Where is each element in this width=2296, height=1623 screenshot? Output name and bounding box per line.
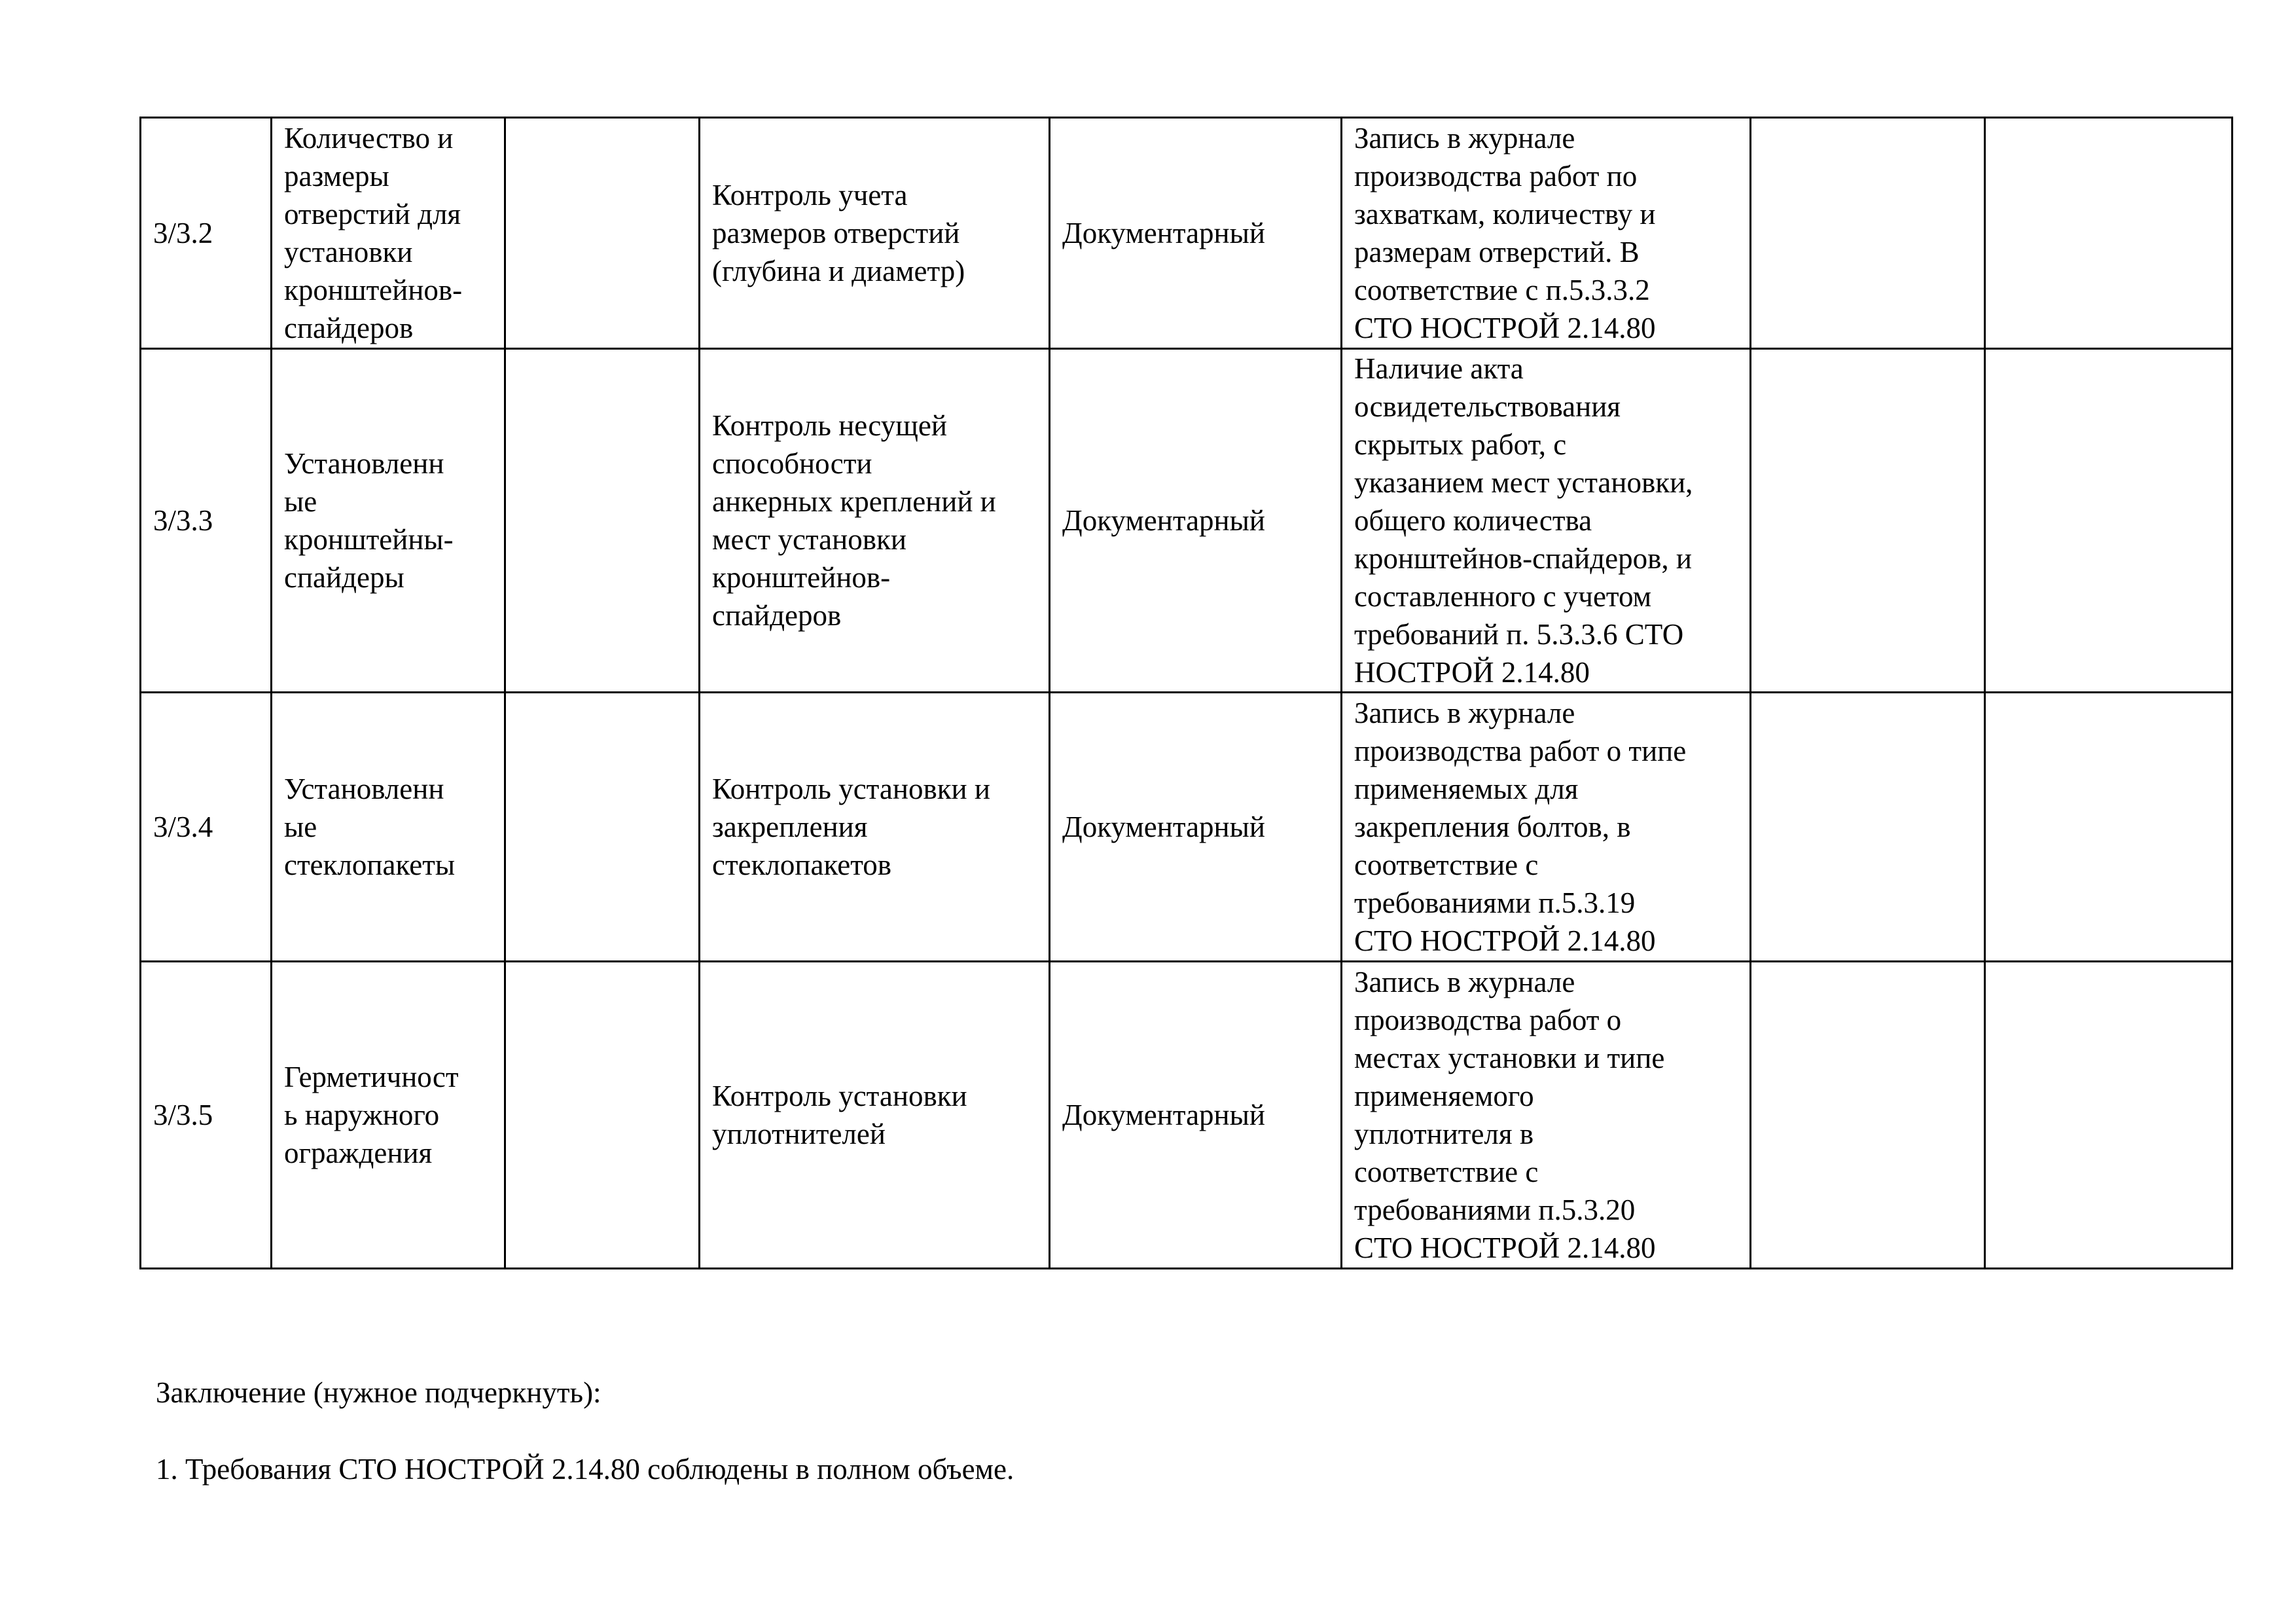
control-object: Установленн ые кронштейны- спайдеры <box>272 349 505 693</box>
documentation: Запись в журнале производства работ по захваткам, количеству и размерам отверстий. В соответствие с п.5.3.3.2 СТО НОСТРОЙ 2.14.80 <box>1342 118 1751 349</box>
empty-cell <box>505 118 700 349</box>
row-number: 3/3.2 <box>141 118 272 349</box>
empty-cell <box>1751 118 1985 349</box>
empty-cell <box>505 349 700 693</box>
table-row <box>141 693 2233 962</box>
empty-cell <box>1985 962 2233 1269</box>
empty-cell <box>1751 349 1985 693</box>
documentation: Запись в журнале производства работ о типе применяемых для закрепления болтов, в соответствие с требованиями п.5.3.19 СТО НОСТРОЙ 2.14.80 <box>1342 693 1751 962</box>
empty-cell <box>1985 118 2233 349</box>
documentation: Наличие акта освидетельствования скрытых работ, с указанием мест установки, общего количества кронштейнов-спайдеров, и составленного с учетом требований п. 5.3.3.6 СТО НОСТРОЙ 2.14.80 <box>1342 349 1751 693</box>
conclusion-heading: Заключение (нужное подчеркнуть): <box>156 1376 601 1409</box>
control-table <box>139 117 2233 1269</box>
empty-cell <box>505 962 700 1269</box>
empty-cell <box>1751 693 1985 962</box>
conclusion-item-1: 1. Требования СТО НОСТРОЙ 2.14.80 соблюдены в полном объеме. <box>156 1453 1014 1486</box>
empty-cell <box>1985 349 2233 693</box>
documentation: Запись в журнале производства работ о местах установки и типе применяемого уплотнителя в соответствие с требованиями п.5.3.20 СТО НОСТРОЙ 2.14.80 <box>1342 962 1751 1269</box>
control-method: Документарный <box>1050 962 1342 1269</box>
row-number: 3/3.4 <box>141 693 272 962</box>
empty-cell <box>505 693 700 962</box>
control-description: Контроль установки уплотнителей <box>700 962 1050 1269</box>
control-object: Герметичност ь наружного ограждения <box>272 962 505 1269</box>
control-method: Документарный <box>1050 118 1342 349</box>
row-number: 3/3.3 <box>141 349 272 693</box>
control-method: Документарный <box>1050 349 1342 693</box>
control-description: Контроль установки и закрепления стеклопакетов <box>700 693 1050 962</box>
table-row <box>141 118 2233 349</box>
control-description: Контроль учета размеров отверстий (глубина и диаметр) <box>700 118 1050 349</box>
empty-cell <box>1985 693 2233 962</box>
control-description: Контроль несущей способности анкерных креплений и мест установки кронштейнов- спайдеров <box>700 349 1050 693</box>
control-method: Документарный <box>1050 693 1342 962</box>
table-row <box>141 349 2233 693</box>
table-row <box>141 962 2233 1269</box>
row-number: 3/3.5 <box>141 962 272 1269</box>
control-object: Количество и размеры отверстий для установки кронштейнов- спайдеров <box>272 118 505 349</box>
empty-cell <box>1751 962 1985 1269</box>
control-object: Установленн ые стеклопакеты <box>272 693 505 962</box>
